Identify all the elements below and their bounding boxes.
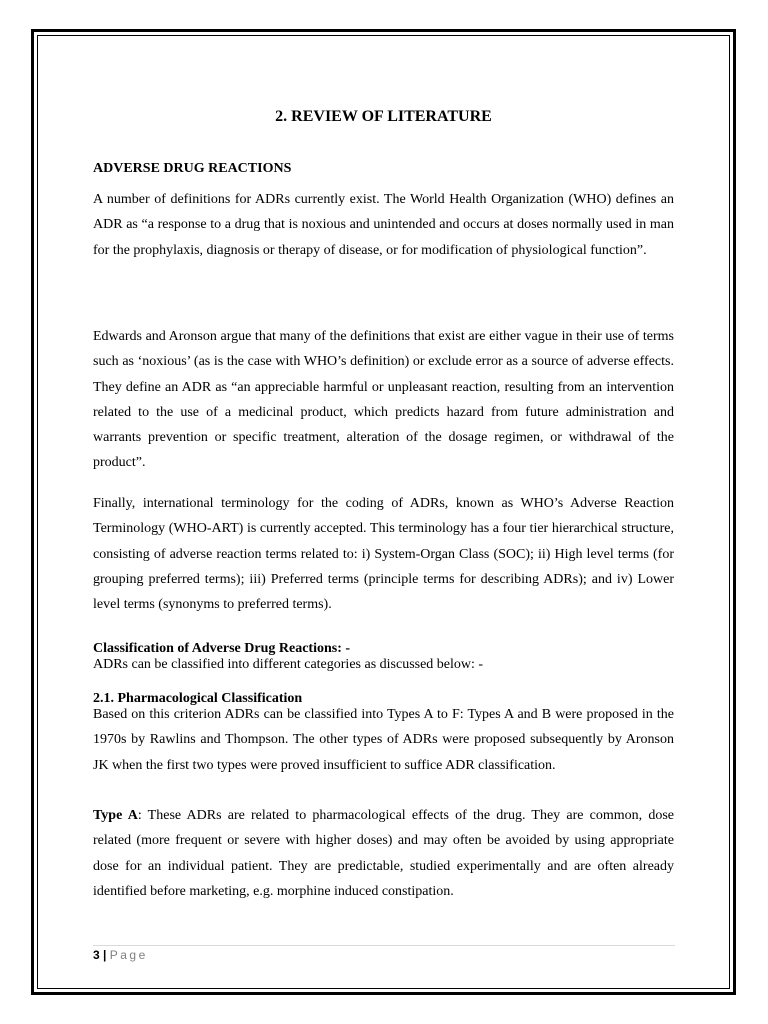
footer-divider xyxy=(93,945,675,946)
classification-heading: Classification of Adverse Drug Reactions: - xyxy=(93,641,351,656)
page-title: 2. REVIEW OF LITERATURE xyxy=(275,108,492,125)
paragraph-who-art: Finally, international terminology for the coding of ADRs, known as WHO’s Adverse Reaction Terminology (WHO-ART) is currently accepted. This terminology has a four tier hierarchical structure, consisting of adverse reaction terms related to: i) System-Organ Class (SOC); ii) High level terms (for grouping preferred terms); iii) Preferred terms (principle terms for describing ADRs); and iv) Lower level terms (synonyms to preferred terms). xyxy=(93,496,674,613)
type-a-label: Type A xyxy=(93,808,138,823)
section-heading: ADVERSE DRUG REACTIONS xyxy=(93,161,292,176)
subsection-heading: 2.1. Pharmacological Classification xyxy=(93,691,303,706)
classification-intro: ADRs can be classified into different categories as discussed below: - xyxy=(93,657,484,672)
page-label: Page xyxy=(109,948,148,962)
page-footer xyxy=(93,947,148,963)
type-a-text: : These ADRs are related to pharmacological effects of the drug. They are common, dose related (more frequent or severe with higher doses) and may often be avoided by using appropriate dose for an individual patient. They are predictable, studied experimentally and are often already identified before marketing, e.g. morphine induced constipation. xyxy=(93,808,675,899)
page-number: 3 xyxy=(93,948,100,962)
paragraph-who-definition: A number of definitions for ADRs currently exist. The World Health Organization (WHO) defines an ADR as “a response to a drug that is noxious and unintended and occurs at doses normally used in man for the prophylaxis, diagnosis or therapy of disease, or for modification of physiological function”. xyxy=(93,192,674,258)
paragraph-pharmacological: Based on this criterion ADRs can be classified into Types A to F: Types A and B were proposed in the 1970s by Rawlins and Thompson. The other types of ADRs were proposed subsequently by Aronson JK when the first two types were proved insufficient to suffice ADR classification. xyxy=(93,707,674,773)
paragraph-edwards-aronson: Edwards and Aronson argue that many of the definitions that exist are either vague in their use of terms such as ‘noxious’ (as is the case with WHO’s definition) or exclude error as a source of adverse effects. They define an ADR as “an appreciable harmful or unpleasant reaction, resulting from an intervention related to the use of a medicinal product, which predicts hazard from future administration and warrants prevention or specific treatment, alteration of the dosage regimen, or withdrawal of the product”. xyxy=(93,329,674,471)
footer-separator: | xyxy=(103,948,107,962)
paragraph-type-a xyxy=(93,803,674,904)
